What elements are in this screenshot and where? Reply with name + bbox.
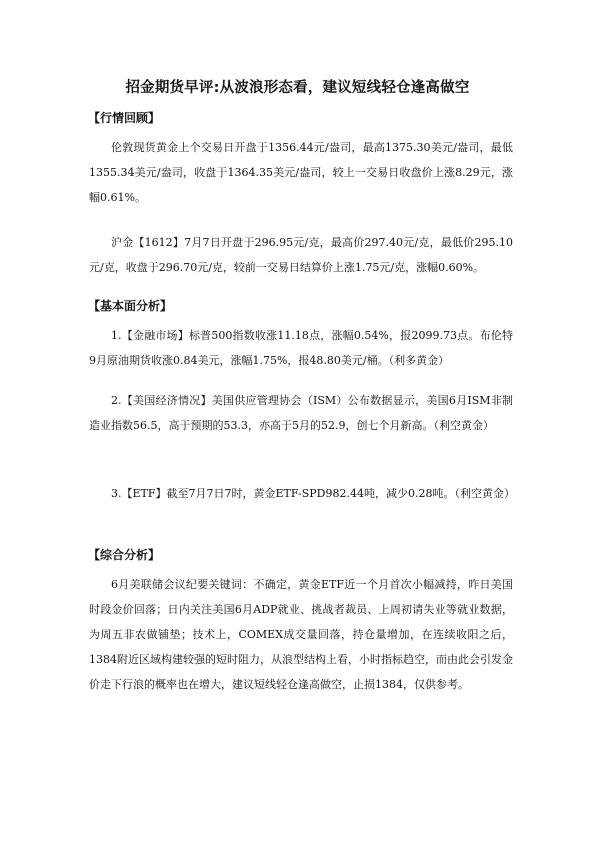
paragraph-overall-analysis: 6月美联储会议纪要关键词：不确定，黄金ETF近一个月首次小幅减持，昨日美国时段金价回落；日内关注美国6月ADP就业、挑战者裁员、上周初请失业等就业数据，为周五非农做铺垫；技术上，COMEX成交量回落，持仓量增加，在连续收阳之后，1384附近区域构建较强的短时阻力，从浪型结构上看，小时指标趋空，而由此会引发金价走下行浪的概率也在增大，建议短线轻仓逢高做空，止损1384，仅供参考。	[89, 578, 513, 691]
document-title: 招金期货早评:从波浪形态看，建议短线轻仓逢高做空	[125, 80, 470, 96]
section-heading-fundamentals: 【基本面分析】	[88, 299, 173, 313]
section-heading-market-review: 【行情回顾】	[88, 111, 161, 125]
paragraph-etf: 3.【ETF】截至7月7日7时，黄金ETF-SPD982.44吨，减少0.28吨。（利空黄金）	[111, 487, 515, 500]
paragraph-shanghai-gold: 沪金【1612】7月7日开盘于296.95元/克，最高价297.40元/克，最低价295.10元/克，收盘于296.70元/克，较前一交易日结算价上涨1.75元/克，涨幅0.60%。	[89, 236, 513, 274]
paragraph-financial-markets: 1.【金融市场】标普500指数收涨11.18点，涨幅0.54%，报2099.73点。布伦特9月原油期货收涨0.84美元，涨幅1.75%，报48.80美元/桶。（利多黄金）	[89, 329, 513, 367]
section-heading-overall-analysis: 【综合分析】	[88, 548, 161, 562]
paragraph-london-gold: 伦敦现货黄金上个交易日开盘于1356.44元/盎司，最高1375.30美元/盎司，最低1355.34美元/盎司，收盘于1364.35美元/盎司，较上一交易日收盘价上涨8.29元，涨幅0.61%。	[89, 141, 513, 204]
paragraph-us-economy: 2.【美国经济情况】美国供应管理协会（ISM）公布数据显示，美国6月ISM非制造业指数56.5，高于预期的53.3，亦高于5月的52.9，创七个月新高。（利空黄金）	[89, 394, 513, 432]
